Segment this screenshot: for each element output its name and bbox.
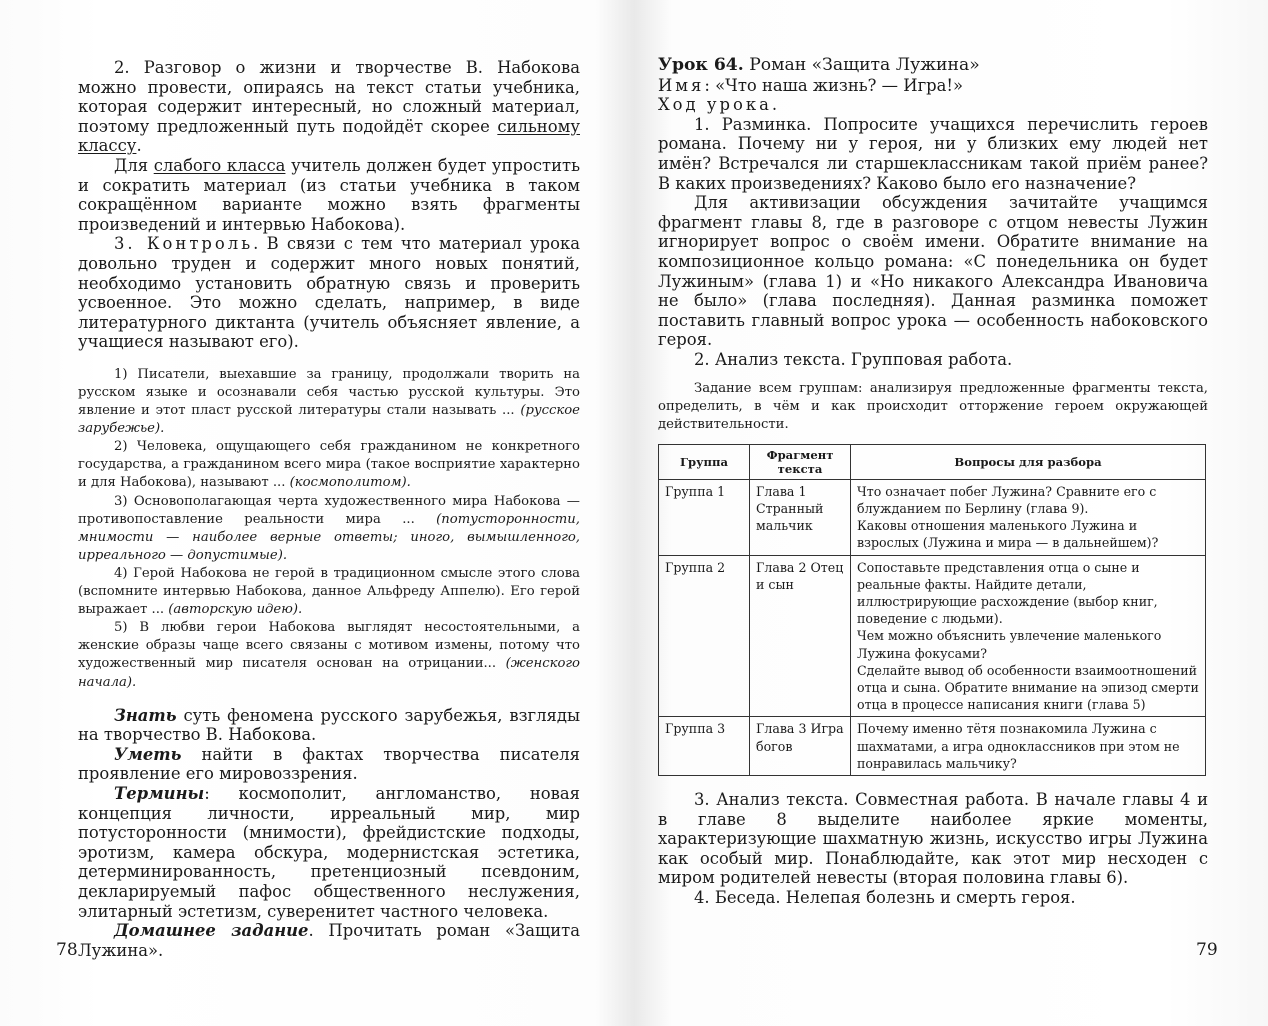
paragraph-weak-class: Для слабого класса учитель должен будет упростить и сократить материал (из статьи учебника в таком сокращённом варианте можно взять фрагменты произведений и интервью Набокова). (78, 155, 580, 234)
table-header-fragment: Фрагмент текста (750, 444, 851, 479)
lesson-heading: Урок 64. Роман «Защита Лужина» (658, 55, 980, 75)
table-header-row (659, 444, 1206, 479)
group-work-heading: 2. Анализ текста. Групповая работа. (694, 349, 1013, 369)
table-header-group: Группа (659, 444, 750, 479)
lesson-name: Имя: «Что наша жизнь? — Игра!» (658, 75, 964, 95)
dictation-item-3: 3) Основополагающая черта художественного мира Набокова — противопоставление реальности мира ... (потусторонности, мнимости — наиболее верные ответы; иного, вымышленного, ирреального — допустимые). (78, 493, 580, 563)
paragraph-control: 3. Контроль. В связи с тем что материал урока довольно труден и содержит много новых понятий, необходимо установить обратную связь и проверить усвоенное. Это можно сделать, например, в виде литературного диктанта (учитель объясняет явление, а учащиеся называют его). (78, 234, 581, 352)
paragraph-conversation: 2. Разговор о жизни и творчестве В. Набокова можно провести, опираясь на текст статьи учебника, которая содержит интересный, но сложный материал, поэтому предложенный путь подойдёт скорее сильному классу. (78, 58, 580, 156)
warmup-paragraph: 1. Разминка. Попросите учащихся перечислить героев романа. Почему ни у героя, ни у близких ему людей нет имён? Встречался ли старшеклассникам такой приём ранее? В каких произведениях? Каково было его назначение? (658, 114, 1208, 193)
table-cell-fragment: Глава 1 Странный мальчик (750, 479, 851, 555)
can-paragraph: Уметь найти в фактах творчества писателя проявление его мировоззрения. (78, 744, 580, 784)
table-row (659, 555, 1206, 717)
know-paragraph: Знать суть феномена русского зарубежья, взгляды на творчество В. Набокова. (78, 705, 580, 745)
terms-paragraph: Термины: космополит, англоманство, новая концепция личности, ирреальный мир, мир потусторонности (мнимости), фрейдистские подходы, эротизм, камера обскура, модернистская эстетика, детерминированность, претенциозный псевдоним, декларируемый пафос общественного неслужения, элитарный эстетизм, суверенитет частного человека. (78, 783, 580, 921)
table-cell-group: Группа 2 (659, 555, 750, 717)
left-page (0, 0, 620, 1026)
table-cell-fragment: Глава 2 Отец и сын (750, 555, 851, 717)
task-all-groups: Задание всем группам: анализируя предложенные фрагменты текста, определить, в чём и как происходит отторжение героем окружающей действительности. (658, 380, 1208, 432)
homework-paragraph: Домашнее задание. Прочитать роман «Защита Лужина». (78, 921, 580, 960)
table-cell-group: Группа 1 (659, 479, 750, 555)
table-header-questions: Вопросы для разбора (851, 444, 1206, 479)
table-row (659, 479, 1206, 555)
table-cell-group: Группа 3 (659, 717, 750, 776)
dictation-item-5: 5) В любви герои Набокова выглядят несостоятельными, а женские образы чаще всего связаны с мотивом измены, потому что художественный мир писателя основан на отрицании... (женского начала). (78, 620, 580, 690)
groups-table (658, 444, 1206, 776)
joint-work-paragraph: 3. Анализ текста. Совместная работа. В начале главы 4 и в главе 8 выделите наиболее яркие моменты, характеризующие шахматную жизнь, искусство игры Лужина как особый мир. Понаблюдайте, как этот мир несходен с миром родителей невесты (вторая половина главы 6). (658, 790, 1208, 888)
table-cell-questions: Почему именно тётя познакомила Лужина с шахматами, а игра одноклассников при этом не понравилась мальчику? (851, 717, 1206, 776)
dictation-item-4: 4) Герой Набокова не герой в традиционном смысле этого слова (вспомните интервью Набокова, данное Альфреду Аппелю). Его герой выражает ... (авторскую идею). (78, 565, 580, 618)
conversation-paragraph: 4. Беседа. Нелепая болезнь и смерть героя. (694, 888, 1076, 907)
table-row (659, 717, 1206, 776)
dictation-item-1: 1) Писатели, выехавшие за границу, продолжали творить на русском языке и осознавали себя частью русской культуры. Это явление и этот пласт русской литературы стали называть ... (русское зарубежье). (78, 366, 580, 437)
activation-paragraph: Для активизации обсуждения зачитайте учащимся фрагмент главы 8, где в разговоре с отцом невесты Лужин игнорирует вопрос о своём имени. Обратите внимание на композиционное кольцо романа: «С понедельника он будет Лужиным» (глава 1) и «Но никакого Александра Ивановича не было» (глава последняя). Данная разминка поможет поставить главный вопрос урока — особенность набоковского героя. (658, 193, 1208, 350)
table-cell-questions: Что означает побег Лужина? Сравните его с блужданием по Берлину (глава 9). Каковы отношения маленького Лужина и взрослых (Лужина и мира — в дальнейшем)? (851, 479, 1206, 555)
dictation-item-2: 2) Человека, ощущающего себя гражданином не конкретного государства, а гражданином всего мира (такое восприятие характерно и для Набокова), называют ... (космополитом). (78, 439, 580, 491)
right-page (640, 0, 1268, 1026)
page-number-right: 79 (1196, 940, 1218, 960)
table-cell-fragment: Глава 3 Игра богов (750, 717, 851, 776)
page-number-left: 78 (56, 940, 78, 960)
lesson-course: Ход урока. (658, 95, 781, 115)
table-cell-questions: Сопоставьте представления отца о сыне и реальные факты. Найдите детали, иллюстрирующие расхождение (выбор книг, поведение с людьми). Чем можно объяснить увлечение маленького Лужина фокусами? Сделайте вывод об особенности взаимоотношений отца и сына. Обратите внимание на эпизод смерти отца в процессе написания книги (глава 5) (851, 555, 1206, 717)
